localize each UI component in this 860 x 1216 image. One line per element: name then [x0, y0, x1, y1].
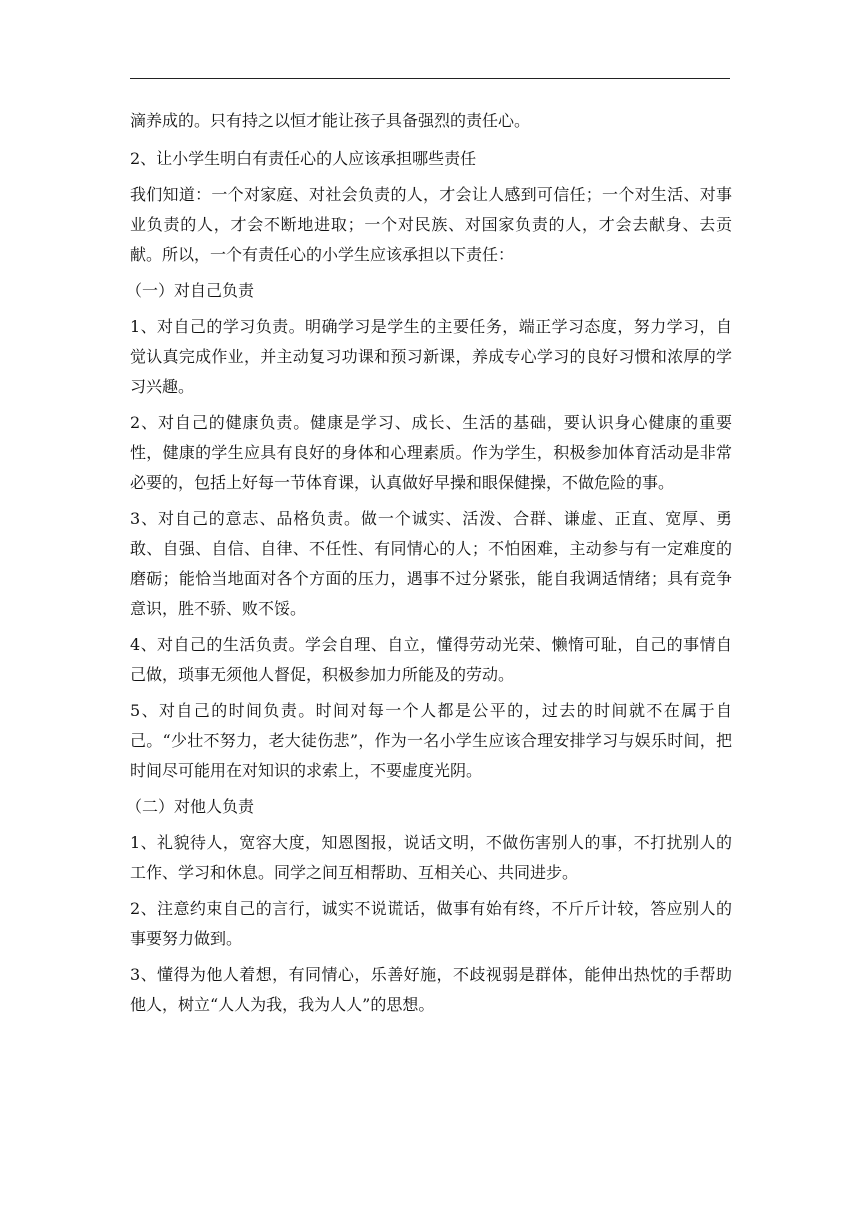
paragraph-continued: 滴养成的。只有持之以恒才能让孩子具备强烈的责任心。	[130, 111, 531, 130]
paragraph-others-empathy: 3、懂得为他人着想，有同情心，乐善好施，不歧视弱是群体，能伸出热忱的手帮助他人，树立“人人为我，我为人人”的思想。	[130, 965, 732, 1014]
document-body	[126, 106, 732, 1026]
section-heading-others: （二）对他人负责	[126, 797, 255, 816]
paragraph-self-life: 4、对自己的生活负责。学会自理、自立，懂得劳动光荣、懒惰可耻，自己的事情自己做，琐事无须他人督促，积极参加力所能及的劳动。	[130, 635, 732, 684]
section-heading-self: （一）对自己负责	[126, 281, 255, 300]
paragraph-self-character: 3、对自己的意志、品格负责。做一个诚实、活泼、合群、谦虚、正直、宽厚、勇敢、自强、自信、自律、不任性、有同情心的人；不怕困难，主动参与有一定难度的磨砺；能恰当地面对各个方面的压力，遇事不过分紧张，能自我调适情绪；具有竞争意识，胜不骄、败不馁。	[130, 509, 732, 618]
paragraph-self-health: 2、对自己的健康负责。健康是学习、成长、生活的基础，要认识身心健康的重要性，健康的学生应具有良好的身体和心理素质。作为学生，积极参加体育活动是非常必要的，包括上好每一节体育课，认真做好早操和眼保健操，不做危险的事。	[130, 413, 732, 492]
paragraph-others-courtesy: 1、礼貌待人，宽容大度，知恩图报，说话文明，不做伤害别人的事，不打扰别人的工作、学习和休息。同学之间互相帮助、互相关心、共同进步。	[130, 833, 732, 882]
paragraph-intro: 我们知道：一个对家庭、对社会负责的人，才会让人感到可信任；一个对生活、对事业负责的人，才会不断地进取；一个对民族、对国家负责的人，才会去献身、去贡献。所以，一个有责任心的小学生应该承担以下责任：	[130, 185, 732, 264]
paragraph-self-time: 5、对自己的时间负责。时间对每一个人都是公平的，过去的时间就不在属于自己。“少壮不努力，老大徒伤悲”，作为一名小学生应该合理安排学习与娱乐时间，把时间尽可能用在对知识的求索上，不要虚度光阴。	[130, 701, 732, 780]
paragraph-others-honesty: 2、注意约束自己的言行，诚实不说谎话，做事有始有终，不斤斤计较，答应别人的事要努力做到。	[130, 899, 732, 948]
paragraph-self-study: 1、对自己的学习负责。明确学习是学生的主要任务，端正学习态度，努力学习，自觉认真完成作业，并主动复习功课和预习新课，养成专心学习的良好习惯和浓厚的学习兴趣。	[130, 317, 732, 396]
header-rule	[130, 78, 730, 79]
heading-responsibilities: 2、让小学生明白有责任心的人应该承担哪些责任	[130, 149, 477, 168]
